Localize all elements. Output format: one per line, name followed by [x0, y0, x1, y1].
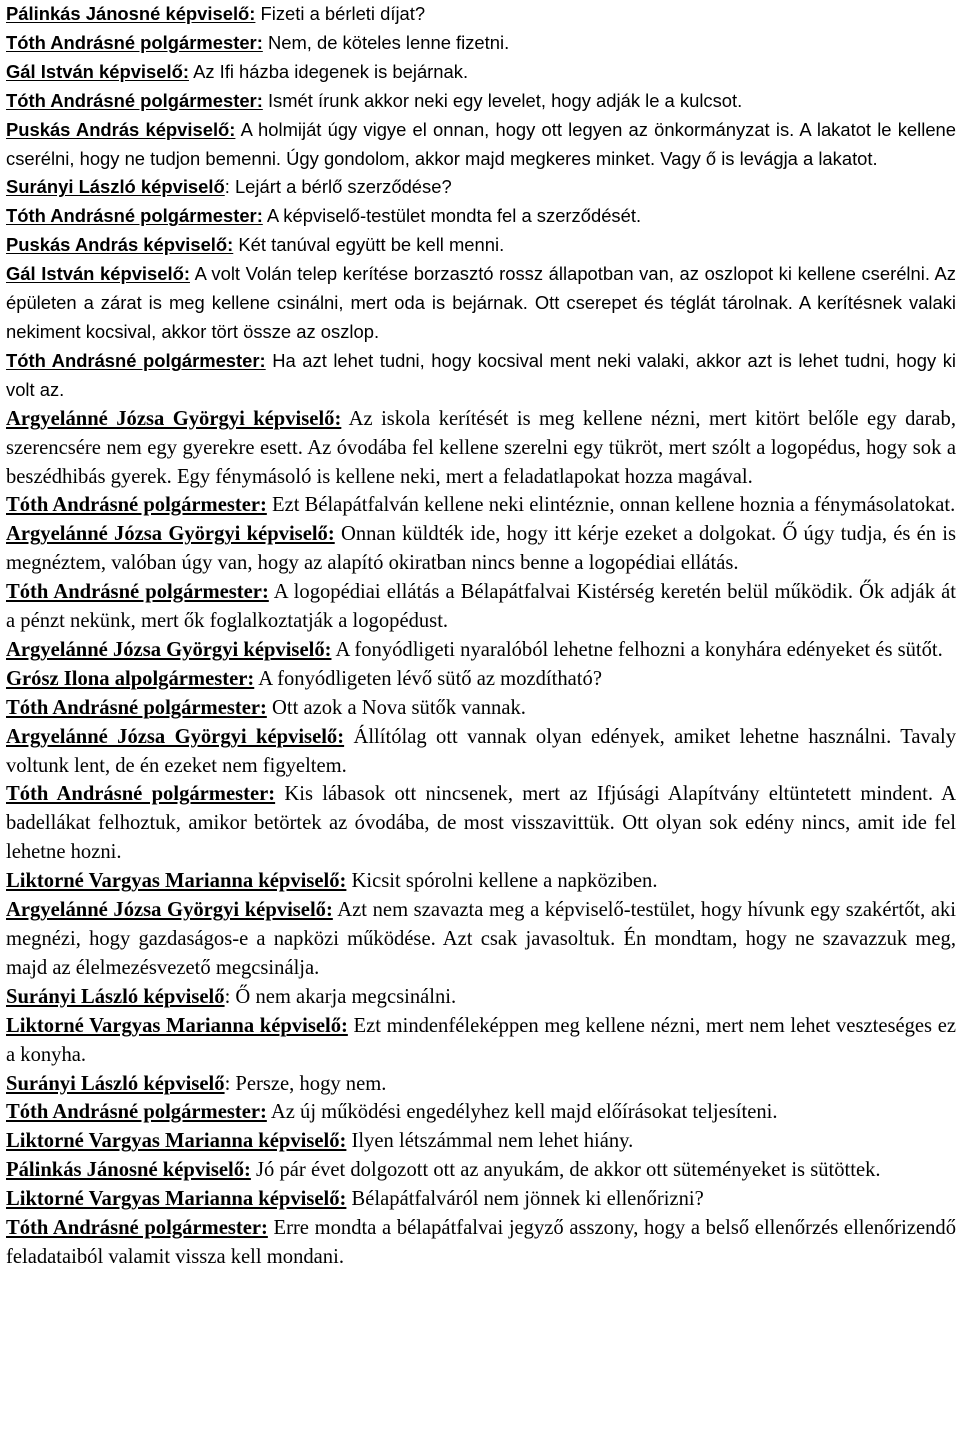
- speaker-label: Liktorné Vargyas Marianna képviselő:: [6, 1014, 348, 1037]
- speaker-label: Gál István képviselő:: [6, 60, 189, 82]
- minutes-paragraph: [6, 1214, 956, 1272]
- speech-text: Az új működési engedélyhez kell majd előírásokat teljesíteni.: [266, 1101, 778, 1124]
- speech-text: : Ő nem akarja megcsinálni.: [224, 985, 457, 1008]
- minutes-paragraph: [6, 665, 956, 694]
- speech-text: Azt nem szavazta meg a képviselő-testület, hogy hívunk egy szakértőt, aki megnézi, hogy gazdaságos-e a napközi működése. Azt csak javasoltuk. Én mondtam, hogy ne szavazzuk meg, majd az élelmezésvezető megcsinálja.: [6, 899, 956, 979]
- speaker-label: Puskás András képviselő:: [6, 234, 234, 256]
- minutes-paragraph: [6, 896, 956, 983]
- speech-text: A holmiját úgy vigye el onnan, hogy ott legyen az önkormányzat is. A lakatot le kellene cserélni, hogy ne tudjon bemenni. Úgy gondolom, akkor majd megkeres minket. Vagy ő is levágja a lakatot.: [6, 118, 957, 169]
- speaker-label: Gál István képviselő:: [6, 263, 190, 285]
- speaker-label: Tóth Andrásné polgármester:: [6, 696, 267, 719]
- minutes-paragraph: [6, 231, 956, 260]
- minutes-paragraph: [6, 636, 956, 665]
- speaker-label: Tóth Andrásné polgármester:: [6, 89, 263, 111]
- speaker-label: Argyelánné Józsa Györgyi képviselő:: [6, 899, 333, 922]
- minutes-paragraph: [6, 983, 956, 1012]
- speaker-label: Surányi László képviselő: [6, 985, 225, 1008]
- speech-text: Kicsit spórolni kellene a napköziben.: [346, 870, 658, 893]
- speech-text: Ezt Bélapátfalván kellene neki elintéznie, onnan kellene hoznia a fénymásolatokat.: [266, 494, 956, 517]
- speech-text: Ismét írunk akkor neki egy levelet, hogy adják le a kulcsot.: [262, 89, 743, 111]
- speaker-label: Argyelánné Józsa Györgyi képviselő:: [6, 523, 335, 546]
- speech-text: Ha azt lehet tudni, hogy kocsival ment neki valaki, akkor azt is lehet tudni, hogy ki volt az.: [6, 349, 957, 400]
- speech-text: A fonyódligeti nyaralóból lehetne felhozni a konyhára edényeket és sütőt.: [331, 638, 943, 661]
- speaker-label: Argyelánné Józsa Györgyi képviselő:: [6, 725, 345, 748]
- speech-text: Az iskola kerítését is meg kellene nézni, mert kitört belőle egy darab, szerencsére nem egy gyerekre esett. Az óvodába fel kellene szerelni egy tükröt, mert szólt a logopédus, hogy sok a beszédhibás gyerek. Egy fénymásoló is kellene neki, mert a feladatlapokat hozza magával.: [6, 407, 957, 488]
- minutes-paragraph: [6, 520, 956, 578]
- minutes-paragraph: [6, 1012, 956, 1070]
- minutes-paragraph: [6, 87, 956, 116]
- speech-text: : Persze, hogy nem.: [224, 1072, 387, 1095]
- speech-text: Nem, de köteles lenne fizetni.: [262, 31, 510, 53]
- minutes-paragraph: [6, 405, 956, 492]
- minutes-paragraph: [6, 0, 956, 29]
- minutes-paragraph: [6, 260, 956, 347]
- speaker-label: Pálinkás Jánosné képviselő:: [6, 1159, 251, 1182]
- speech-text: Ezt mindenféleképpen meg kellene nézni, mert nem lehet veszteséges ez a konyha.: [6, 1014, 956, 1066]
- minutes-paragraph: [6, 29, 956, 58]
- minutes-paragraph: [6, 780, 956, 867]
- speaker-label: Liktorné Vargyas Marianna képviselő:: [6, 1130, 347, 1153]
- speaker-label: Surányi László képviselő: [6, 1072, 225, 1095]
- speech-text: Bélapátfalváról nem jönnek ki ellenőrizni?: [346, 1188, 704, 1211]
- speaker-label: Tóth Andrásné polgármester:: [6, 1217, 268, 1240]
- minutes-paragraph: [6, 723, 956, 781]
- speaker-label: Pálinkás Jánosné képviselő:: [6, 3, 256, 24]
- speech-text: A logopédiai ellátás a Bélapátfalvai Kistérség keretén belül működik. Ők adják át a pénzt nekünk, mert ők foglalkoztatják a logopédust.: [6, 581, 956, 633]
- minutes-paragraph: [6, 694, 956, 723]
- minutes-paragraph: [6, 202, 956, 231]
- speaker-label: Surányi László képviselő: [6, 176, 225, 198]
- speech-text: Ott azok a Nova sütők vannak.: [266, 696, 526, 719]
- speaker-label: Argyelánné Józsa Györgyi képviselő:: [6, 638, 332, 661]
- speech-text: Ilyen létszámmal nem lehet hiány.: [346, 1130, 634, 1153]
- minutes-paragraph: [6, 578, 956, 636]
- speaker-label: Liktorné Vargyas Marianna képviselő:: [6, 870, 347, 893]
- speaker-label: Puskás András képviselő:: [6, 118, 236, 140]
- minutes-paragraph: [6, 347, 956, 405]
- minutes-paragraph: [6, 1156, 956, 1185]
- speech-text: A képviselő-testület mondta fel a szerződését.: [262, 205, 642, 227]
- speaker-label: Grósz Ilona alpolgármester:: [6, 667, 255, 690]
- speech-text: : Lejárt a bérlő szerződése?: [224, 176, 452, 198]
- minutes-paragraph: [6, 1098, 956, 1127]
- speech-text: Állítólag ott vannak olyan edények, amiket lehetne használni. Tavaly voltunk lent, de én ezeket nem figyeltem.: [6, 725, 956, 777]
- speech-text: A volt Volán telep kerítése borzasztó rossz állapotban van, az oszlopot ki kellene cserélni. Az épületen a zárat is meg kellene csinálni, mert oda is bejárnak. Ott cserepet és téglát tárolnak. A kerítésnek valaki nekiment kocsival, akkor tört össze az oszlop.: [6, 263, 956, 342]
- speaker-label: Tóth Andrásné polgármester:: [6, 31, 263, 53]
- minutes-paragraph: [6, 491, 956, 520]
- speaker-label: Argyelánné Józsa Györgyi képviselő:: [6, 407, 342, 430]
- speech-text: Az Ifi házba idegenek is bejárnak.: [188, 60, 469, 82]
- speech-text: Kis lábasok ott nincsenek, mert az Ifjúsági Alapítvány eltüntetett mindent. A badellákat felhoztuk, amikor betörtek az óvodába, de most visszavittük. Ott olyan sok edény nincs, amit ide fel lehetne hozni.: [6, 783, 957, 864]
- minutes-paragraph: [6, 58, 956, 87]
- minutes-paragraph: [6, 1127, 956, 1156]
- minutes-paragraph: [6, 116, 956, 174]
- speaker-label: Tóth Andrásné polgármester:: [6, 1101, 267, 1124]
- minutes-paragraph: [6, 1070, 956, 1099]
- speaker-label: Liktorné Vargyas Marianna képviselő:: [6, 1188, 347, 1211]
- minutes-paragraph: [6, 1185, 956, 1214]
- speaker-label: Tóth Andrásné polgármester:: [6, 783, 276, 806]
- speaker-label: Tóth Andrásné polgármester:: [6, 349, 266, 371]
- minutes-paragraph: [6, 867, 956, 896]
- speech-text: Onnan küldték ide, hogy itt kérje ezeket a dolgokat. Ő úgy tudja, és én is megnéztem, valóban úgy van, hogy az alapító okiratban nincs benne a logopédiai ellátás.: [6, 523, 957, 575]
- speaker-label: Tóth Andrásné polgármester:: [6, 581, 269, 604]
- speech-text: Két tanúval együtt be kell menni.: [233, 234, 505, 256]
- speech-text: Fizeti a bérleti díjat?: [255, 3, 426, 24]
- speech-text: A fonyódligeten lévő sütő az mozdítható?: [254, 667, 602, 690]
- minutes-paragraph: [6, 173, 956, 202]
- speech-text: Erre mondta a bélapátfalvai jegyző asszony, hogy a belső ellenőrzés ellenőrizendő feladataiból valamit vissza kell mondani.: [6, 1217, 956, 1268]
- speaker-label: Tóth Andrásné polgármester:: [6, 205, 263, 227]
- speaker-label: Tóth Andrásné polgármester:: [6, 494, 267, 517]
- speech-text: Jó pár évet dolgozott ott az anyukám, de akkor ott süteményeket is sütöttek.: [250, 1159, 881, 1182]
